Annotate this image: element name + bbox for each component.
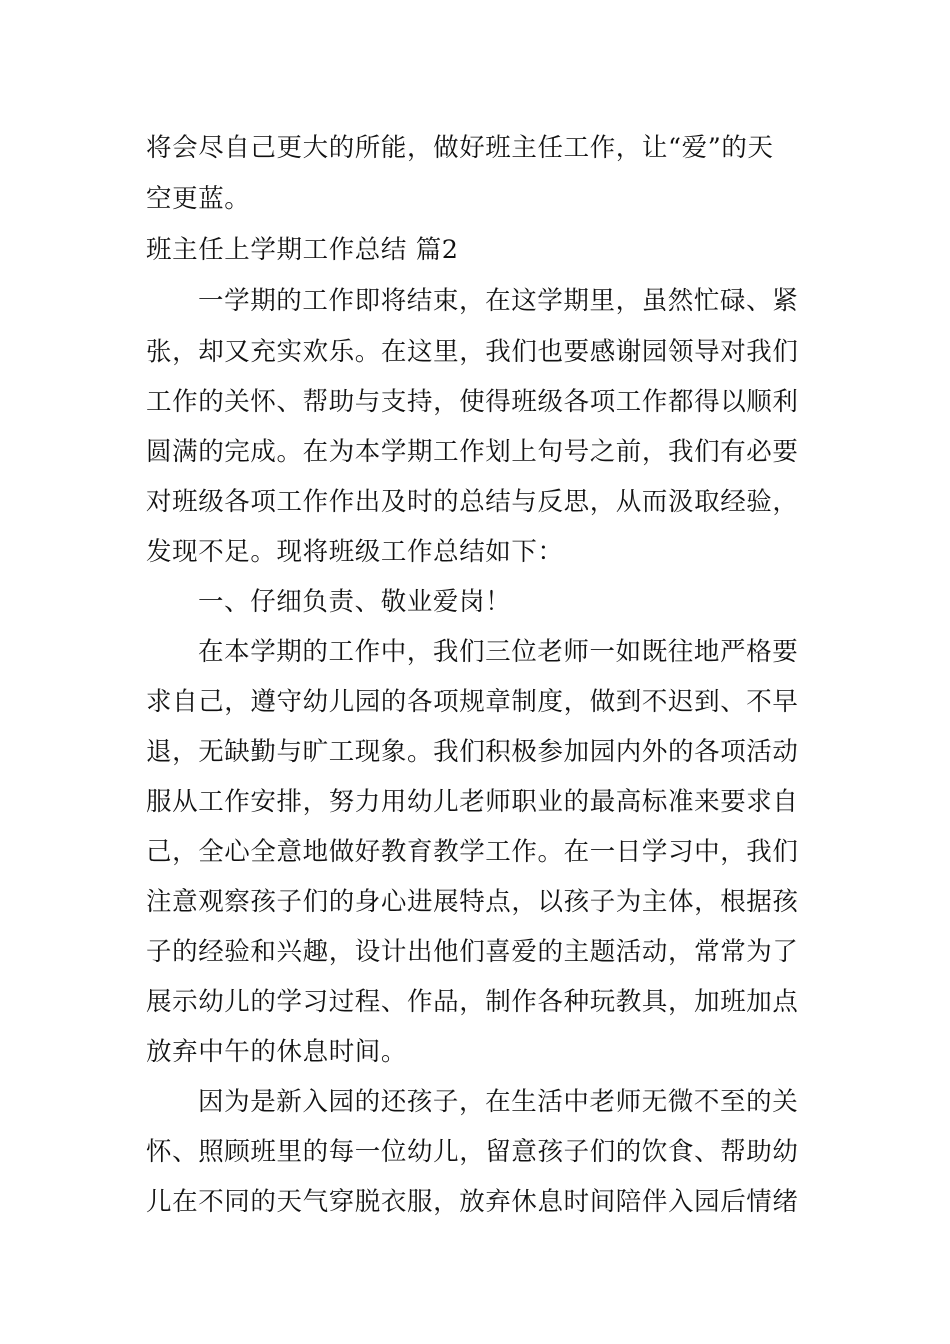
body-line: 服从工作安排，努力用幼儿老师职业的最高标准来要求自: [146, 787, 799, 817]
body-line: 将会尽自己更大的所能，做好班主任工作，让“爱”的天: [146, 133, 774, 163]
body-line: 放弃中午的休息时间。: [146, 1037, 408, 1067]
body-line: 己，全心全意地做好教育教学工作。在一日学习中，我们: [146, 837, 799, 867]
body-line: 在本学期的工作中，我们三位老师一如既往地严格要: [198, 637, 799, 667]
body-line: 因为是新入园的还孩子，在生活中老师无微不至的关: [198, 1087, 799, 1117]
body-line: 儿在不同的天气穿脱衣服，放弃休息时间陪伴入园后情绪: [146, 1187, 799, 1217]
body-line: 对班级各项工作作出及时的总结与反思，从而汲取经验，: [146, 487, 799, 517]
body-line: 圆满的完成。在为本学期工作划上句号之前，我们有必要: [146, 437, 799, 467]
body-line: 张，却又充实欢乐。在这里，我们也要感谢园领导对我们: [146, 337, 799, 367]
body-line: 展示幼儿的学习过程、作品，制作各种玩教具，加班加点: [146, 987, 799, 1017]
body-line: 发现不足。现将班级工作总结如下：: [146, 537, 564, 567]
body-line: 求自己，遵守幼儿园的各项规章制度，做到不迟到、不早: [146, 687, 799, 717]
section-heading: 班主任上学期工作总结 篇2: [146, 235, 459, 265]
body-line: 空更蓝。: [146, 184, 251, 214]
body-line: 一学期的工作即将结束，在这学期里，虽然忙碌、紧: [198, 286, 799, 316]
body-line: 注意观察孩子们的身心进展特点，以孩子为主体，根据孩: [146, 887, 799, 917]
subheading: 一、仔细负责、敬业爱岗！: [198, 587, 512, 617]
body-line: 怀、照顾班里的每一位幼儿，留意孩子们的饮食、帮助幼: [146, 1137, 799, 1167]
body-line: 退，无缺勤与旷工现象。我们积极参加园内外的各项活动: [146, 737, 799, 767]
body-line: 子的经验和兴趣，设计出他们喜爱的主题活动，常常为了: [146, 937, 799, 967]
body-line: 工作的关怀、帮助与支持，使得班级各项工作都得以顺利: [146, 387, 799, 417]
